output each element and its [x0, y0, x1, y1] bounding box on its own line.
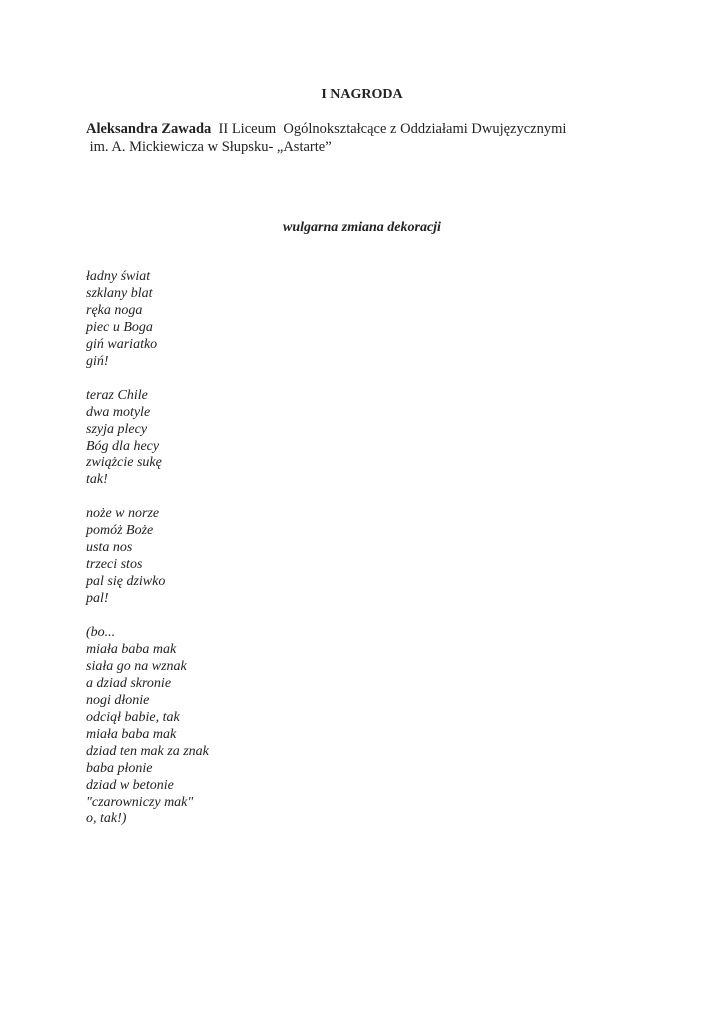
poem-line: piec u Boga	[86, 319, 153, 335]
stanza-4	[86, 625, 209, 828]
poem-line: teraz Chile	[86, 387, 148, 403]
stanza-3	[86, 506, 209, 608]
poem-line: dziad w betonie	[86, 777, 174, 793]
poem-line: baba płonie	[86, 760, 153, 776]
stanza-2	[86, 388, 209, 490]
poem-line: dziad ten mak za znak	[86, 743, 209, 759]
poem-line: zwiążcie sukę	[86, 455, 162, 471]
poem-line: pal!	[86, 591, 109, 607]
poem-line: giń!	[86, 353, 109, 369]
poem-line: pomóż Boże	[86, 523, 154, 539]
school-line-2: im. A. Mickiewicza w Słupsku- „Astarte”	[86, 139, 332, 155]
stanza-1	[86, 269, 209, 371]
author-name: Aleksandra Zawada	[86, 121, 212, 137]
poem-line: nogi dłonie	[86, 692, 150, 708]
poem-line: dwa motyle	[86, 404, 151, 420]
poem-line: o, tak!)	[86, 811, 127, 827]
poem-line: ręka noga	[86, 302, 143, 318]
poem-line: miała baba mak	[86, 726, 177, 742]
poem-line: "czarowniczy mak"	[86, 794, 194, 810]
poem-line: szyja plecy	[86, 421, 148, 437]
poem-line: miała baba mak	[86, 641, 177, 657]
poem-line: szklany blat	[86, 285, 153, 301]
poem-line: noże w norze	[86, 506, 160, 522]
poem-line: trzeci stos	[86, 557, 143, 573]
school-line-1: II Liceum Ogólnokształcące z Oddziałami Dwujęzycznymi	[218, 121, 567, 137]
poem-line: ładny świat	[86, 269, 151, 284]
poem-body	[86, 269, 209, 845]
poem-line: (bo...	[86, 624, 116, 640]
author-block	[86, 120, 566, 156]
poem-line: pal się dziwko	[86, 574, 166, 590]
poem-line: usta nos	[86, 540, 133, 556]
poem-line: odciął babie, tak	[86, 709, 180, 725]
poem-line: siała go na wznak	[86, 658, 187, 674]
poem-line: a dziad skronie	[86, 675, 172, 691]
poem-line: tak!	[86, 472, 108, 488]
award-heading: I NAGRODA	[321, 87, 403, 102]
poem-title: wulgarna zmiana dekoracji	[283, 220, 441, 235]
poem-line: giń wariatko	[86, 336, 158, 352]
poem-line: Bóg dla hecy	[86, 438, 160, 454]
